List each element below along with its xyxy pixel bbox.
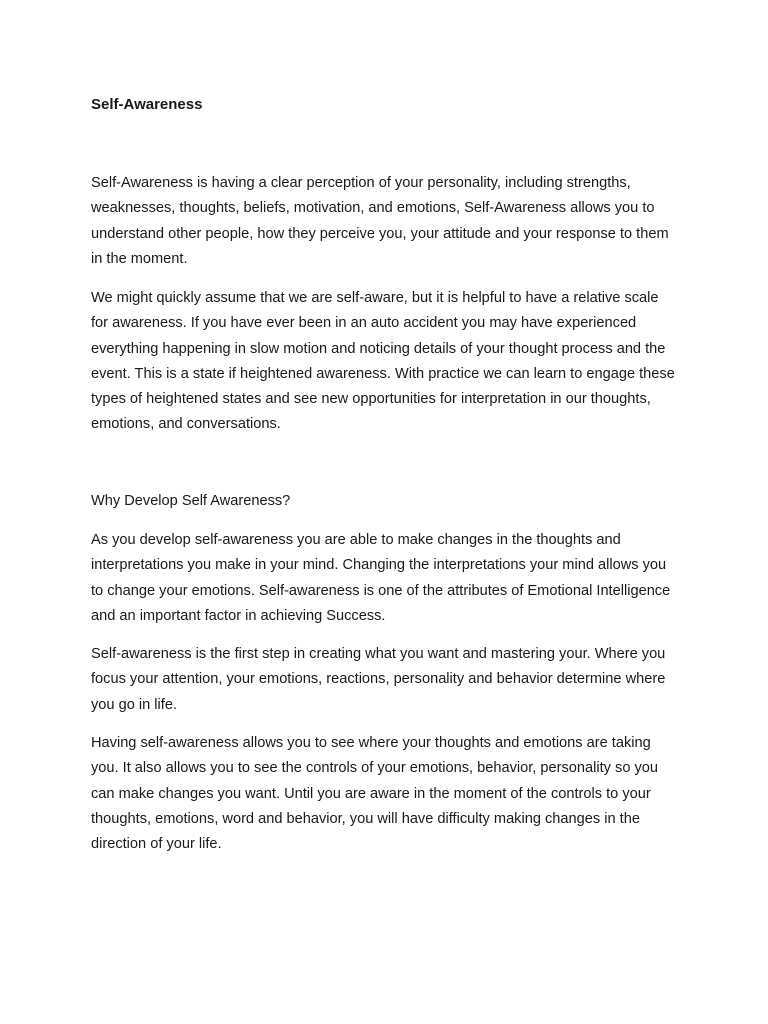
document-page xyxy=(91,0,676,1024)
intro-paragraph-2: We might quickly assume that we are self-aware, but it is helpful to have a relative scale for awareness. If you have ever been in an auto accident you may have experienced everything happening in slow motion and noticing details of your thought process and the event. This is a state if heightened awareness. With practice we can learn to engage these types of heightened states and see new opportunities for interpretation in our thoughts, emotions, and conversations. xyxy=(91,290,675,433)
body-paragraph-2: Self-awareness is the first step in creating what you want and mastering your. Where you focus your attention, your emotions, reactions, personality and behavior determine where you go in life. xyxy=(91,646,666,713)
document-title: Self-Awareness xyxy=(91,96,203,113)
intro-paragraph-1: Self-Awareness is having a clear perception of your personality, including strengths, weaknesses, thoughts, beliefs, motivation, and emotions, Self-Awareness allows you to understand other people, how they perceive you, your attitude and your response to them in the moment. xyxy=(91,175,669,267)
section-heading: Why Develop Self Awareness? xyxy=(91,493,291,509)
body-paragraph-3: Having self-awareness allows you to see where your thoughts and emotions are taking you. It also allows you to see the controls of your emotions, behavior, personality so you can make changes you want. Until you are aware in the moment of the controls to your thoughts, emotions, word and behavior, you will have difficulty making changes in the direction of your life. xyxy=(91,735,659,853)
body-paragraph-1: As you develop self-awareness you are able to make changes in the thoughts and interpretations you make in your mind. Changing the interpretations your mind allows you to change your emotions. Self-awareness is one of the attributes of Emotional Intelligence and an important factor in achieving Success. xyxy=(91,532,671,624)
